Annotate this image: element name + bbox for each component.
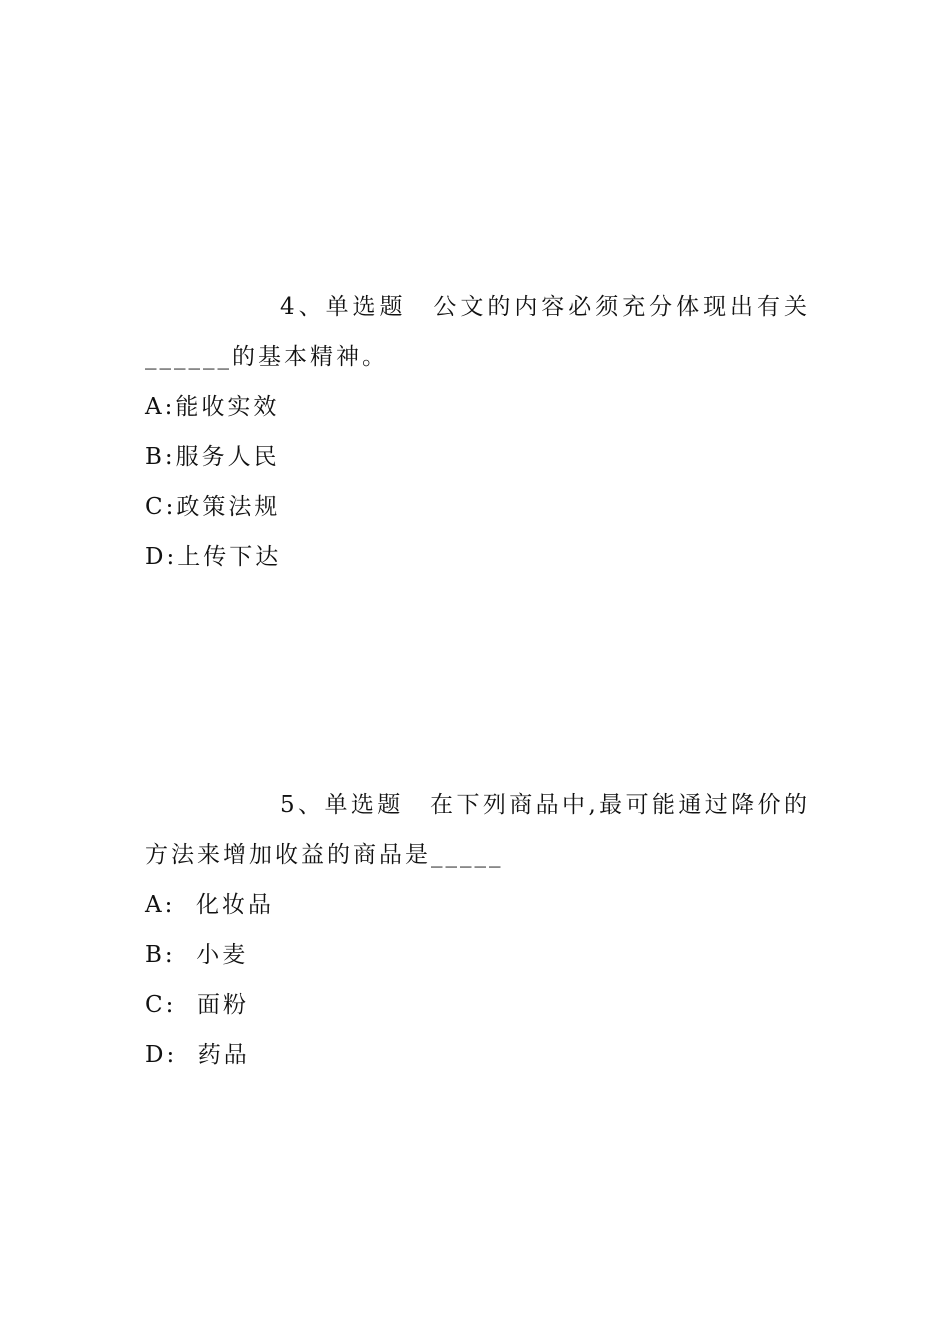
option-b: B: 小麦 (145, 942, 249, 968)
option-d: D:上传下达 (145, 544, 282, 570)
option-b: B:服务人民 (145, 444, 280, 470)
option-d: D: 药品 (145, 1042, 250, 1068)
option-list (145, 880, 810, 1080)
option-list (145, 382, 810, 582)
option-a: A:能收实效 (145, 394, 280, 420)
question-5 (145, 780, 810, 1080)
question-stem: 5、单选题 在下列商品中,最可能通过降价的方法来增加收益的商品是_____ (145, 792, 810, 868)
question-4 (145, 282, 810, 582)
question-stem: 4、单选题 公文的内容必须充分体现出有关______的基本精神。 (145, 294, 810, 370)
option-c: C: 面粉 (145, 992, 249, 1018)
option-a: A: 化妆品 (145, 892, 274, 918)
option-c: C:政策法规 (145, 494, 281, 520)
